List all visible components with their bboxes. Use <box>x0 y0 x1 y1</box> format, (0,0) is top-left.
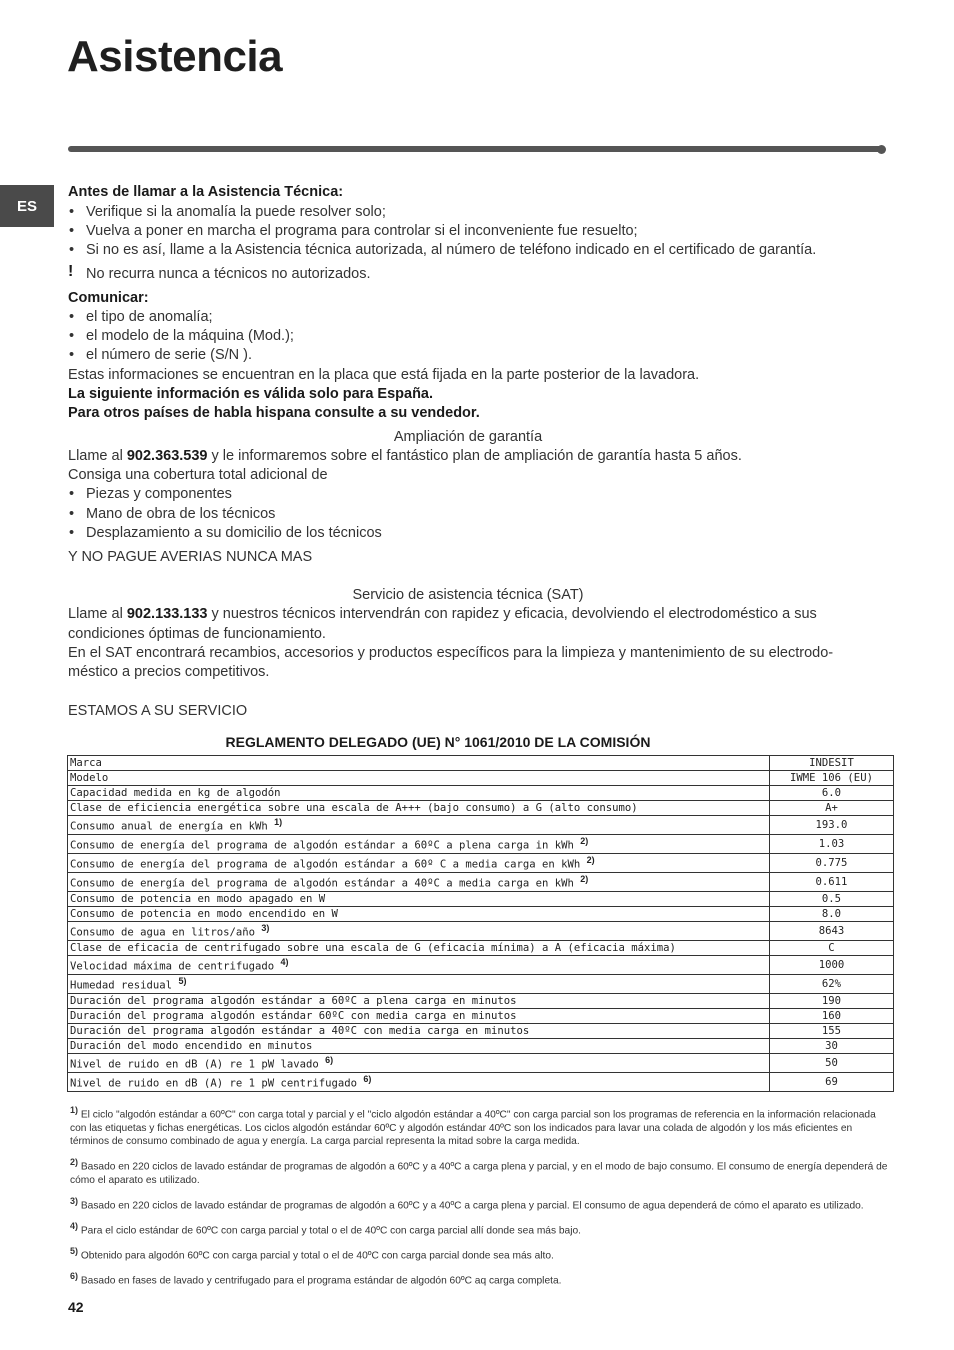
table-row <box>68 941 894 956</box>
table-cell-label: Marca <box>68 756 770 771</box>
list-item: • Piezas y componentes <box>68 485 232 504</box>
warning-icon: ! <box>68 263 74 280</box>
warranty-tagline: Y NO PAGUE AVERIAS NUNCA MAS <box>68 549 313 565</box>
table-row <box>68 854 894 873</box>
other-countries-note: Para otros países de habla hispana consulte a su vendedor. <box>68 405 480 421</box>
list-item: • Vuelva a poner en marcha el programa para controlar si el inconveniente fue resuelto; <box>68 222 638 241</box>
table-cell-label: Consumo de energía del programa de algodón estándar a 60ºC a plena carga in kWh $^{2)}$ <box>68 835 770 854</box>
table-row <box>68 1073 894 1092</box>
sat-call: Llame al 902.133.133 y nuestros técnicos intervendrán con rapidez y eficacia, devolviendo el electrodoméstico a sus <box>68 606 817 622</box>
table-cell-label: Consumo de potencia en modo apagado en W <box>68 892 770 907</box>
footnote-ref: 2) <box>580 836 589 847</box>
table-cell-label: Consumo de energía del programa de algodón estándar a 60º C a media carga en kWh $^{2)}$ <box>68 854 770 873</box>
list-item: • el número de serie (S/N ). <box>68 346 252 365</box>
page-title: Asistencia <box>67 32 283 81</box>
footnote: $^{3)}$ Basado en 220 ciclos de lavado estándar de programas de algodón a 60ºC y a 40ºC a carga plena y parcial. El consumo de agua dependerá de cómo el aparato es utilizado. <box>70 1196 864 1212</box>
table-row <box>68 975 894 994</box>
table-cell-value: 0.5 <box>770 892 894 907</box>
footnote-ref: 2) <box>586 855 595 866</box>
table-row <box>68 801 894 816</box>
header-rule <box>68 146 882 152</box>
sat-text: méstico a precios competitivos. <box>68 664 270 680</box>
table-cell-value: 0.775 <box>770 854 894 873</box>
regulation-title: REGLAMENTO DELEGADO (UE) N° 1061/2010 DE LA COMISIÓN <box>225 734 651 750</box>
table-cell-value: 160 <box>770 1009 894 1024</box>
sat-closing: ESTAMOS A SU SERVICIO <box>68 703 248 719</box>
table-cell-label: Duración del programa algodón estándar a 40ºC con media carga en minutos <box>68 1024 770 1039</box>
table-cell-label: Duración del programa algodón estándar a 60ºC a plena carga en minutos <box>68 994 770 1009</box>
table-cell-label: Duración del programa algodón estándar 60ºC con media carga en minutos <box>68 1009 770 1024</box>
table-row <box>68 994 894 1009</box>
table-row <box>68 1009 894 1024</box>
table-row <box>68 873 894 892</box>
table-cell-label: Consumo anual de energía en kWh $^{1)}$ <box>68 816 770 835</box>
sat-heading: Servicio de asistencia técnica (SAT) <box>352 587 584 603</box>
table-cell-label: Velocidad máxima de centrifugado $^{4)}$ <box>68 956 770 975</box>
table-cell-value: 50 <box>770 1054 894 1073</box>
table-cell-value: 193.0 <box>770 816 894 835</box>
warning-text: No recurra nunca a técnicos no autorizados. <box>86 266 371 282</box>
footnote-ref: 5) <box>178 976 187 987</box>
table-cell-label: Nivel de ruido en dB (A) re 1 pW centrifugado $^{6)}$ <box>68 1073 770 1092</box>
sat-text: En el SAT encontrará recambios, accesorios y productos específicos para la limpieza y mantenimiento de su electrodo- <box>68 645 834 661</box>
communicate-heading: Comunicar: <box>68 290 149 306</box>
list-item: • Verifique si la anomalía la puede resolver solo; <box>68 203 386 222</box>
list-item: • el modelo de la máquina (Mod.); <box>68 327 294 346</box>
table-row <box>68 907 894 922</box>
table-row <box>68 1054 894 1073</box>
list-item: • Si no es así, llame a la Asistencia técnica autorizada, al número de teléfono indicado en el certificado de garantía. <box>68 241 816 260</box>
footnote-ref: 6) <box>363 1074 372 1085</box>
table-cell-value: INDESIT <box>770 756 894 771</box>
page-number: 42 <box>68 1299 84 1315</box>
table-cell-value: A+ <box>770 801 894 816</box>
footnote: $^{2)}$ Basado en 220 ciclos de lavado estándar de programas de algodón a 60ºC y a 40ºC a carga plena y parcial, y en el modo de bajo consumo. El consumo de energía dependerá de cómo el aparato es utilizado. <box>70 1157 888 1186</box>
warranty-call: Llame al 902.363.539 y le informaremos sobre el fantástico plan de ampliación de garantía hasta 5 años. <box>68 448 742 464</box>
warranty-phone: 902.363.539 <box>126 448 208 464</box>
table-row <box>68 816 894 835</box>
table-row <box>68 1039 894 1054</box>
list-item: • el tipo de anomalía; <box>68 308 213 327</box>
footnote: $^{4)}$ Para el ciclo estándar de 60ºC con carga parcial y total o el de 40ºC con carga parcial allí donde sea más bajo. <box>70 1221 581 1237</box>
footnote-ref: 4) <box>280 957 289 968</box>
table-row <box>68 956 894 975</box>
table-cell-label: Modelo <box>68 771 770 786</box>
table-cell-value: 8.0 <box>770 907 894 922</box>
list-item: • Desplazamiento a su domicilio de los técnicos <box>68 524 382 543</box>
table-cell-value: 62% <box>770 975 894 994</box>
table-cell-value: C <box>770 941 894 956</box>
table-cell-value: 6.0 <box>770 786 894 801</box>
table-cell-label: Clase de eficiencia energética sobre una escala de A+++ (bajo consumo) a G (alto consumo) <box>68 801 770 816</box>
table-cell-value: 1000 <box>770 956 894 975</box>
table-cell-value: 155 <box>770 1024 894 1039</box>
spec-table <box>67 755 894 1092</box>
spain-note: La siguiente información es válida solo para España. <box>68 386 434 402</box>
list-item: • Mano de obra de los técnicos <box>68 505 275 524</box>
footnote-ref: 6) <box>325 1055 334 1066</box>
footnote-ref: 2) <box>580 874 589 885</box>
table-cell-value: 190 <box>770 994 894 1009</box>
warranty-coverage: Consiga una cobertura total adicional de <box>68 467 328 483</box>
table-row <box>68 892 894 907</box>
table-cell-label: Consumo de agua en litros/año $^{3)}$ <box>68 922 770 941</box>
table-row <box>68 771 894 786</box>
table-cell-value: 0.611 <box>770 873 894 892</box>
table-row <box>68 922 894 941</box>
footnote-ref: 3) <box>261 923 270 934</box>
table-row <box>68 786 894 801</box>
table-cell-label: Capacidad medida en kg de algodón <box>68 786 770 801</box>
table-cell-label: Consumo de potencia en modo encendido en W <box>68 907 770 922</box>
footnote-ref: 1) <box>274 817 283 828</box>
table-cell-value: 1.03 <box>770 835 894 854</box>
table-cell-value: 8643 <box>770 922 894 941</box>
table-row <box>68 1024 894 1039</box>
table-cell-value: 30 <box>770 1039 894 1054</box>
sat-text: condiciones óptimas de funcionamiento. <box>68 626 326 642</box>
table-row <box>68 756 894 771</box>
footnote: $^{1)}$ El ciclo "algodón estándar a 60ºC" con carga total y parcial y el "ciclo algodón estándar a 40ºC" con carga parcial son los programas de referencia en la información relacionada con las etiquetas y fichas energéticas. Los ciclos algodón estándar 60ºC y algodón estándar 40ºC son los indicados para lavar una colada de algodón y los más eficientes en términos de consumo combinado de agua y energía. La carga parcial representa la mitad sobre la carga medida. <box>70 1105 876 1148</box>
table-cell-value: 69 <box>770 1073 894 1092</box>
language-tab: ES <box>0 185 54 227</box>
table-cell-label: Duración del modo encendido en minutos <box>68 1039 770 1054</box>
sat-phone: 902.133.133 <box>126 606 208 622</box>
table-row <box>68 835 894 854</box>
table-cell-label: Nivel de ruido en dB (A) re 1 pW lavado $^{6)}$ <box>68 1054 770 1073</box>
plate-info: Estas informaciones se encuentran en la placa que está fijada en la parte posterior de la lavadora. <box>68 367 700 383</box>
table-cell-label: Consumo de energía del programa de algodón estándar a 40ºC a media carga en kWh $^{2)}$ <box>68 873 770 892</box>
before-call-heading: Antes de llamar a la Asistencia Técnica: <box>68 184 344 200</box>
table-cell-label: Clase de eficacia de centrifugado sobre una escala de G (eficacia mínima) a A (eficacia máxima) <box>68 941 770 956</box>
table-cell-value: IWME 106 (EU) <box>770 771 894 786</box>
footnote: $^{5)}$ Obtenido para algodón 60ºC con carga parcial y total o el de 40ºC con carga parcial donde sea más alto. <box>70 1246 554 1262</box>
footnote: $^{6)}$ Basado en fases de lavado y centrifugado para el programa estándar de algodón 60ºC aq carga completa. <box>70 1271 562 1287</box>
header-rule-end <box>877 145 886 154</box>
warranty-heading: Ampliación de garantía <box>393 429 543 445</box>
table-cell-label: Humedad residual $^{5)}$ <box>68 975 770 994</box>
